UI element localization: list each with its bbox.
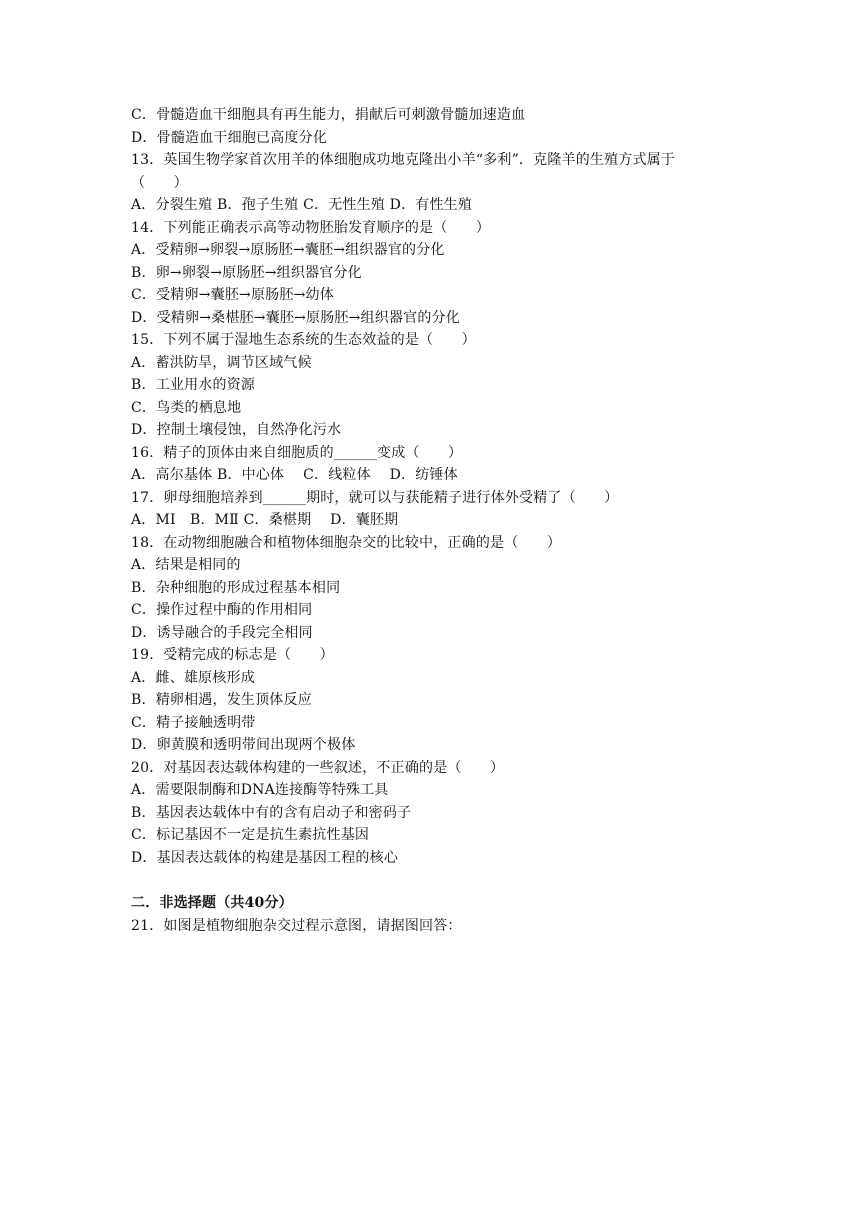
option-15b: B．工业用水的资源	[131, 377, 256, 393]
question-13: 13．英国生物学家首次用羊的体细胞成功地克隆出小羊“多利”．克隆羊的生殖方式属于	[131, 152, 676, 168]
options-13: A．分裂生殖 B．孢子生殖 C．无性生殖 D．有性生殖	[131, 197, 473, 213]
question-14: 14．下列能正确表示高等动物胚胎发育顺序的是（ ）	[131, 220, 491, 236]
option-19a: A．雌、雄原核形成	[131, 670, 255, 686]
option-14b: B．卵→卵裂→原肠胚→组织器官分化	[131, 265, 362, 281]
question-15: 15．下列不属于湿地生态系统的生态效益的是（ ）	[131, 332, 476, 348]
option-12c: C．骨髓造血干细胞具有再生能力，捐献后可刺激骨髓加速造血	[131, 107, 526, 123]
question-13-blank: （ ）	[131, 175, 188, 191]
option-20d: D．基因表达载体的构建是基因工程的核心	[131, 850, 399, 866]
question-20: 20．对基因表达载体构建的一些叙述，不正确的是（ ）	[131, 760, 505, 776]
option-18c: C．操作过程中酶的作用相同	[131, 602, 313, 618]
question-19: 19．受精完成的标志是（ ）	[131, 647, 334, 663]
option-15c: C．鸟类的栖息地	[131, 400, 242, 416]
question-16: 16．精子的顶体由来自细胞质的______变成（ ）	[131, 445, 463, 461]
option-12d: D．骨髓造血干细胞已高度分化	[131, 130, 328, 146]
question-17: 17．卵母细胞培养到______期时，就可以与获能精子进行体外受精了（ ）	[131, 490, 619, 506]
question-21: 21．如图是植物细胞杂交过程示意图，请据图回答：	[131, 918, 462, 934]
option-18d: D．诱导融合的手段完全相同	[131, 625, 313, 641]
option-19b: B．精卵相遇，发生顶体反应	[131, 692, 312, 708]
option-19d: D．卵黄膜和透明带间出现两个极体	[131, 737, 356, 753]
options-16: A．高尔基体 B．中心体 C．线粒体 D．纺锤体	[131, 467, 458, 483]
option-18a: A．结果是相同的	[131, 557, 241, 573]
option-15a: A．蓄洪防旱，调节区域气候	[131, 355, 312, 371]
option-14a: A．受精卵→卵裂→原肠胚→囊胚→组织器官的分化	[131, 242, 445, 258]
option-19c: C．精子接触透明带	[131, 715, 256, 731]
option-15d: D．控制土壤侵蚀，自然净化污水	[131, 422, 342, 438]
option-14d: D．受精卵→桑椹胚→囊胚→原肠胚→组织器官的分化	[131, 310, 460, 326]
option-20c: C．标记基因不一定是抗生素抗性基因	[131, 827, 370, 843]
option-20a: A．需要限制酶和DNA连接酶等特殊工具	[131, 782, 389, 798]
section-heading: 二．非选择题（共40分）	[131, 895, 293, 911]
option-18b: B．杂种细胞的形成过程基本相同	[131, 580, 341, 596]
option-20b: B．基因表达载体中有的含有启动子和密码子	[131, 805, 412, 821]
option-14c: C．受精卵→囊胚→原肠胚→幼体	[131, 287, 334, 303]
question-18: 18．在动物细胞融合和植物体细胞杂交的比较中，正确的是（ ）	[131, 535, 562, 551]
options-17: A．MⅠ B．MⅡ C．桑椹期 D．囊胚期	[131, 512, 399, 528]
